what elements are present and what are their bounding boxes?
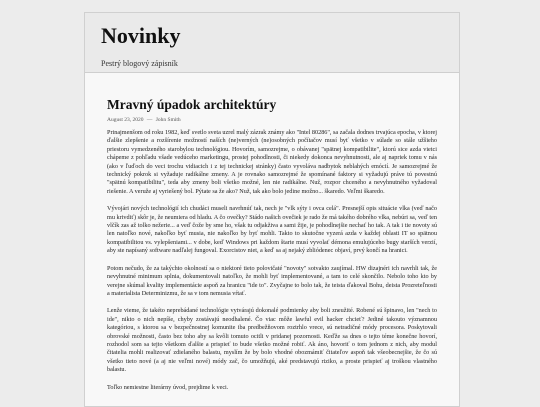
site-header: [85, 13, 459, 73]
post-author[interactable]: John Smith: [155, 117, 181, 123]
post-paragraph: Potom nečudo, že za takýchto okolností sa o niektoré tieto polovičaté "novoty" sotvakto zaujímal. HW dizajnéri ich navrhli tak, že nevyhnutné minimum splnia, dokumentovali natoľko, že mohli byť implementované, a tam to celé skončilo. Nebolo toho kto by verejne skúmal kvality implementácie aspoň za hranicu "ide to". Zvyčajne to bolo tak, že teista ďakoval Bohu, deista Prozreteľnosti a materialista Determinizmu, že sa v tom nemusia vŕtať.: [107, 264, 437, 297]
page-container: [84, 12, 460, 407]
post-paragraph: Prinajmenšom od roku 1982, keď svetlo sveta uzrel malý zázrak známy ako "Intel 80286", sa začala dodnes trvajúca epocha, v ktorej ďalšie zlepšenie a rozšírenie možností naších (ne)verných (ne)osobných počítačov musí byť všetko v súlade so stále užšieho priestoru vymedzeného starobylou technológiou. Hovorím, samozrejme, o obávanej "spätnej kompatibilite", ktorú sice azda vietci chápeme z pohľadu všade vedúceho marketingu, prostej pohodlnosti, či niekedy dokonca nevyhnutnosti, ale aj napriek tomu v nás (ako v ľuďoch do veci trochu vidiacich i z tej technickej stránky) často vyvoláva nadbytok neblahých emócií. Je samozrejmé že technický pokrok si vyžaduje radikálne zmeny. A je rovnako samozrejmé že spomínané faktory si vyžadujú práve tú povestnú "spätnú kompatibilitu", teda aby zmeny boli všetko možné, len nie radikálne. Nuž, rozpor chceného a nevyhnutného vyžadoval riešenie. A veruže aj vyriešený bol. Pýtate sa že ako? Nuž, tak ako bolo jedine možno... škaredo. Veľmi škaredo.: [107, 129, 437, 195]
post-paragraph: Toľko nemiestne literárny úvod, prejdime k veci.: [107, 383, 229, 391]
post-date: August 23, 2020: [107, 117, 144, 123]
post-paragraph: Vývojári nových technológií ich chudáci museli navrhnúť tak, nech je "vlk sýty i ovca celá". Presnejší opis situácie vlka (veď načo mu krivdiť) skôr je, že neumiera od hladu. A čo ovečky? Stádo našich ovečiek je rado že má takého dobrého vlka, nebúri sa, veď ten vlčík zas až tolko nežerie... a veď čože by sme ho, však tu odjakživa a sami žije, je pohodlnejšie nechať ho tak. A tak i tie novoty sú len natoľko nové, nakoľko byť musia, nie nakoľko by byť mohli. Takto to skutočne vyzerá azda v každej oblasti IT so spätnou kompatibilitou vs. vylepšeniami... v dobe, keď Windows pri každom štarte musí vyvolať démona emulujúceho bugy starších verzií, aby ste napísaný software nadľalej fungoval. Exorcistov niet, a keď sa aj nejaký zbliódenec objaví, prvý končí na hranici.: [107, 205, 437, 255]
site-tagline: Pestrý blogový zápisník: [101, 59, 178, 68]
post-meta: [107, 117, 437, 123]
meta-separator: —: [146, 117, 153, 123]
post-paragraph: Lenže vieme, že takéto neprebádané technológie vytvárajú dokonalé podmienky aby boli zneužité. Robené sú špinavo, len "nech to ide", nikto o nich nepíše, chyby zostávajú neodhalené. Čo viac môže lawful evil hacker chcieť? Jediné takouto významnou kategóriou, s ktorou sa v bezpečnostnej komunite iba predbežňovom roztrhlo vrece, sú netradičné módy procesora. Poskytovali obrovské možnosti, často bez toho aby sa kvôli tomuto ocitli v pridanej pozornosti. Keďže sa dnes o tejto téme konečne hovorí, rozhodol som sa tejto všetkom ďalšie a prispieť to bude všetko možné robiť. Ak áno, hovoriť o tom jednom z nich, aby modul čitatelia mohli realizovať zdielaného balastu, myslím že by bolo vhodné obozmámiť čitateľov aspoň tak všeobecnejšie, že čo sú všetko tieto nové (a aj nie veľmi nové) módy zač, čo umožňujú, aké predstavujú riziko, a proste prispieť aj troškou vlastného balastu.: [107, 307, 437, 374]
post-title[interactable]: Mravný úpadok architektúry: [107, 97, 277, 112]
post-content: [85, 73, 459, 392]
site-title[interactable]: Novinky: [101, 23, 181, 48]
